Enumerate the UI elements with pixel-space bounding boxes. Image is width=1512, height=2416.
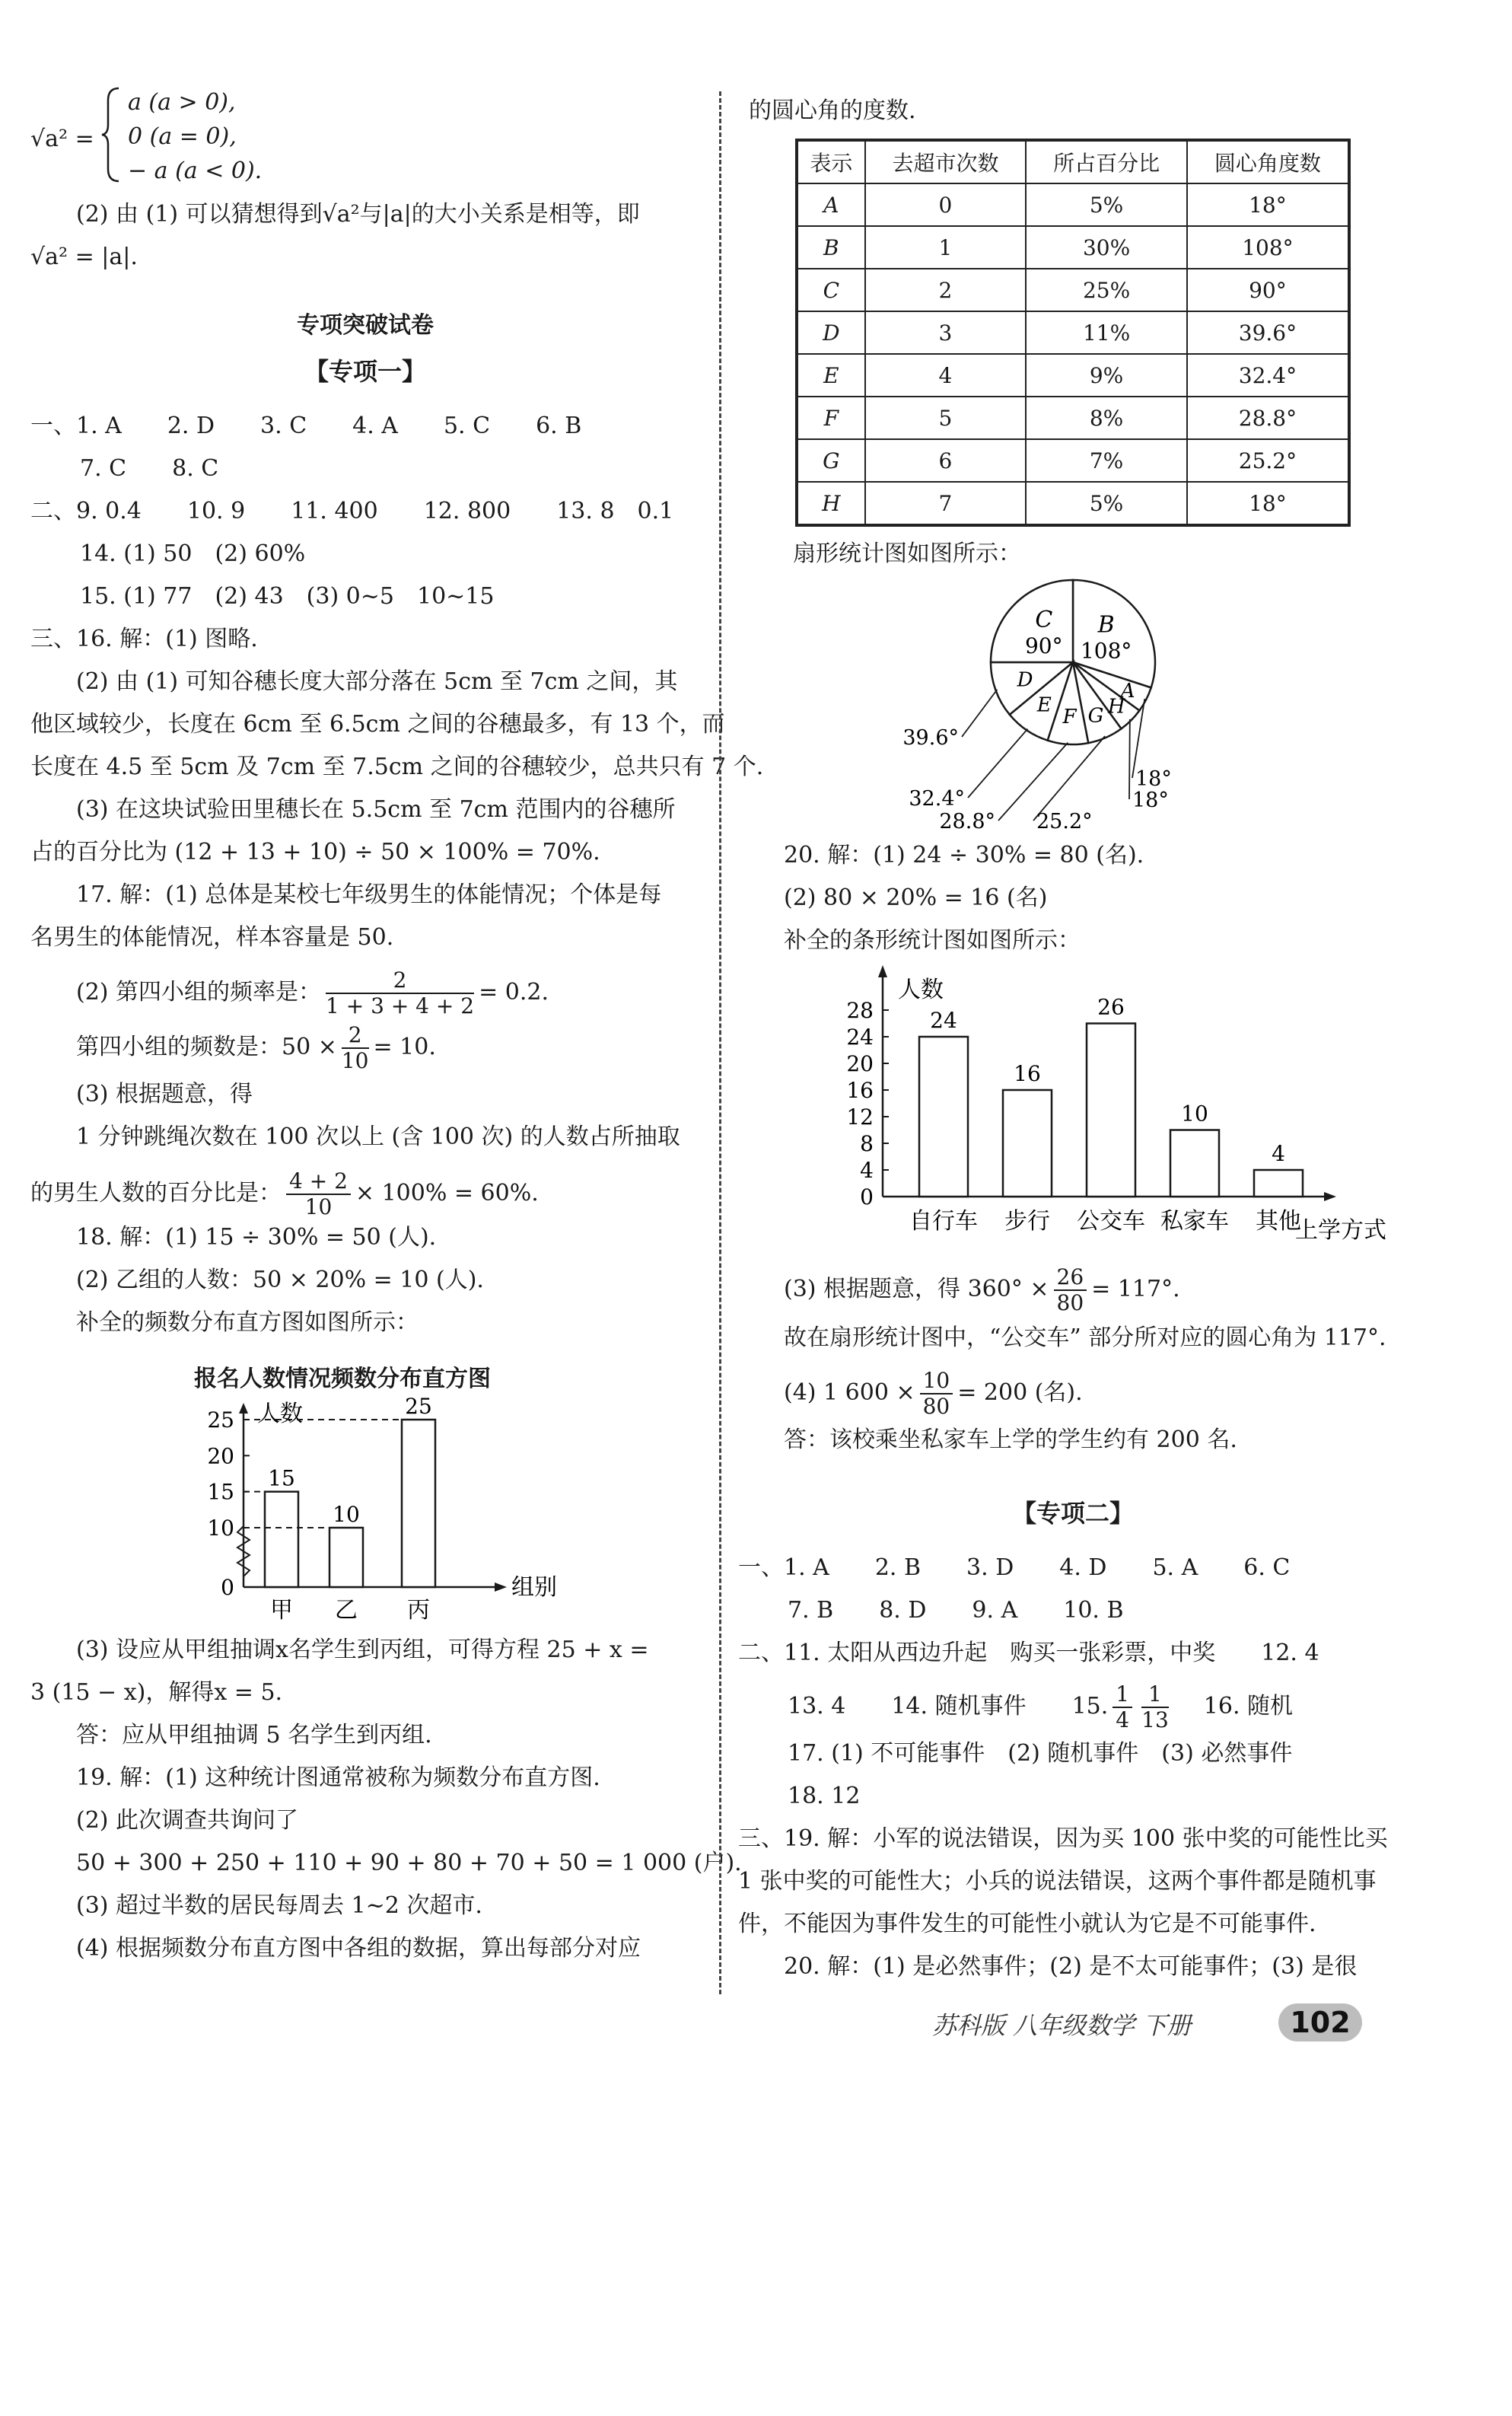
q17-7-post: × 100% = 60%. <box>355 1180 539 1206</box>
table-cell: 4 <box>865 354 1027 397</box>
q-part2-line2: 14. (1) 50 (2) 60% <box>80 540 306 567</box>
bar-value-label: 16 <box>1014 1061 1041 1086</box>
table-header: 表示 <box>797 140 865 183</box>
table-cell: 18° <box>1187 183 1349 226</box>
sqrt-case-3: − a (a < 0). <box>128 158 263 184</box>
bar-category-label: 自行车 <box>909 1208 978 1235</box>
q16-line3: 他区域较少，长度在 6cm 至 6.5cm 之间的谷穗最多，有 13 个，而 <box>30 711 725 738</box>
pie-slice-label: B <box>1097 611 1115 639</box>
bar <box>1087 1024 1135 1197</box>
fraction <box>326 968 474 1018</box>
bar-value-label: 10 <box>1181 1101 1208 1127</box>
q17-4-post: = 10. <box>373 1034 436 1060</box>
denominator: 80 <box>922 1394 950 1419</box>
table-cell: G <box>797 439 865 482</box>
hist-xlabel: 组别 <box>511 1574 557 1601</box>
table-cell: 5% <box>1026 482 1187 525</box>
t2-part1-line2: 7. B 8. D 9. A 10. B <box>788 1597 1124 1624</box>
table-row <box>797 183 1349 226</box>
q19-line2: (2) 此次调查共询问了 <box>76 1807 299 1834</box>
q16-line4: 长度在 4.5 至 5cm 及 7cm 至 7.5cm 之间的谷穗较少，总共只有 7 个. <box>30 754 764 780</box>
table-cell: 2 <box>865 269 1027 311</box>
y-tick-label: 25 <box>207 1407 234 1433</box>
numerator: 10 <box>920 1369 953 1394</box>
pie-chart <box>902 571 1210 833</box>
q-part1-line1: 一、1. A 2. D 3. C 4. A 5. C 6. B <box>30 413 582 439</box>
numerator: 2 <box>342 1023 369 1049</box>
y-tick-label: 12 <box>846 1104 874 1130</box>
y-tick-label: 15 <box>207 1479 234 1505</box>
table-cell: 39.6° <box>1187 311 1349 354</box>
bar-value-label: 24 <box>930 1008 957 1033</box>
pie-leader-line <box>968 729 1028 798</box>
q20-line3: 补全的条形统计图如图所示： <box>784 927 1081 954</box>
table-header: 圆心角度数 <box>1187 140 1349 183</box>
table-cell: 6 <box>865 439 1027 482</box>
y-tick-label: 16 <box>846 1078 874 1103</box>
table-row <box>797 226 1349 269</box>
y-tick-label: 4 <box>860 1158 874 1183</box>
table-cell: F <box>797 397 865 439</box>
pie-value-label: 32.4° <box>909 787 965 811</box>
table-row <box>797 439 1349 482</box>
q20-4-post: = 117°. <box>1091 1276 1180 1302</box>
t2-q19-line2: 1 张中奖的可能性大；小兵的说法错误，这两个事件都是随机事 <box>738 1868 1377 1895</box>
q20-line5: 故在扇形统计图中，“公交车” 部分所对应的圆心角为 117°. <box>784 1324 1386 1351</box>
table-cell: 0 <box>865 183 1027 226</box>
q17-line1: 17. 解：(1) 总体是某校七年级男生的体能情况；个体是每 <box>76 881 662 908</box>
bar <box>919 1037 968 1197</box>
q17-3-pre: (2) 第四小组的频率是： <box>76 979 322 1006</box>
t2-q17: 17. (1) 不可能事件 (2) 随机事件 (3) 必然事件 <box>788 1740 1293 1767</box>
pie-leader-line <box>1129 719 1130 799</box>
numerator: 1 <box>1141 1682 1169 1708</box>
bar-category-label: 公交车 <box>1077 1208 1145 1235</box>
column-divider <box>719 91 721 1994</box>
table-cell: B <box>797 226 865 269</box>
y-axis-arrow <box>878 965 887 977</box>
hist-bar <box>402 1420 435 1587</box>
q18-line3: 补全的频数分布直方图如图所示： <box>76 1309 419 1336</box>
sqrt-case-1: a (a > 0), <box>128 89 236 116</box>
pie-slice-label: E <box>1036 693 1052 717</box>
q20-line2: (2) 80 × 20% = 16 (名) <box>784 884 1048 911</box>
t2-part1-line1: 一、1. A 2. B 3. D 4. D 5. A 6. C <box>738 1554 1291 1581</box>
footer-text: 苏科版 八年级数学 下册 <box>932 2011 1192 2040</box>
table-cell: E <box>797 354 865 397</box>
pie-value-label: 90° <box>1024 633 1063 658</box>
y-tick-label: 20 <box>846 1051 874 1076</box>
pie-value-label: 18° <box>1132 789 1169 812</box>
pie-value-label: 28.8° <box>939 810 995 833</box>
q19-line4: (3) 超过半数的居民每周去 1~2 次超市. <box>76 1892 482 1919</box>
bar <box>1003 1090 1052 1197</box>
table-cell: 5% <box>1026 183 1187 226</box>
table-cell: 1 <box>865 226 1027 269</box>
table-cell: A <box>797 183 865 226</box>
hist-bar <box>329 1528 363 1587</box>
q18-line4: (3) 设应从甲组抽调x名学生到丙组，可得方程 25 + x = <box>76 1637 649 1663</box>
table-cell: 108° <box>1187 226 1349 269</box>
t2-q19-line3: 件，不能因为事件发生的可能性小就认为它是不可能事件. <box>738 1911 1316 1937</box>
numerator: 1 <box>1113 1682 1132 1708</box>
numerator: 26 <box>1054 1265 1087 1291</box>
numerator: 4 + 2 <box>286 1169 351 1195</box>
denominator: 1 + 3 + 4 + 2 <box>326 993 475 1018</box>
pie-value-label: 18° <box>1135 767 1172 791</box>
q16-line1: 三、16. 解：(1) 图略. <box>30 626 258 652</box>
table-cell: 7 <box>865 482 1027 525</box>
pie-value-label: 108° <box>1080 638 1132 664</box>
fraction <box>286 1169 351 1219</box>
y-tick-label: 8 <box>860 1131 874 1156</box>
q-part2-line1: 二、9. 0.4 10. 9 11. 400 12. 800 13. 8 0.1 <box>30 498 674 524</box>
y-axis-arrow <box>239 1403 248 1414</box>
bar-category-label: 步行 <box>1004 1208 1050 1235</box>
q18-line1: 18. 解：(1) 15 ÷ 30% = 50 (人). <box>76 1224 437 1251</box>
q17-line3 <box>76 968 549 1018</box>
q17-4-pre: 第四小组的频数是：50 × <box>76 1034 337 1060</box>
table-cell: 3 <box>865 311 1027 354</box>
q20-line1: 20. 解：(1) 24 ÷ 30% = 80 (名). <box>784 842 1144 869</box>
table-row <box>797 397 1349 439</box>
fraction <box>1113 1682 1132 1732</box>
q-part1-line2: 7. C 8. C <box>80 455 219 482</box>
p2-line2: √a² = |a|. <box>30 244 138 270</box>
table-cell: D <box>797 311 865 354</box>
q18-line6: 答：应从甲组抽调 5 名学生到丙组. <box>76 1722 432 1748</box>
t2-part2-line2 <box>788 1682 1293 1732</box>
table-header: 所占百分比 <box>1026 140 1187 183</box>
table-cell: 5 <box>865 397 1027 439</box>
denominator: 10 <box>341 1048 369 1073</box>
q18-line5: 3 (15 − x)，解得x = 5. <box>30 1679 283 1706</box>
table-cell: 25.2° <box>1187 439 1349 482</box>
hist-value-label: 15 <box>268 1465 295 1491</box>
y-tick-label: 0 <box>221 1575 234 1600</box>
table-cell: 25% <box>1026 269 1187 311</box>
histogram-chart <box>167 1394 594 1633</box>
hist-category-label: 丙 <box>407 1597 430 1624</box>
table-cell: C <box>797 269 865 311</box>
y-tick-label: 28 <box>846 998 874 1023</box>
q20-6-post: = 200 (名). <box>957 1379 1083 1406</box>
denominator: 10 <box>304 1194 333 1219</box>
table-cell: 8% <box>1026 397 1187 439</box>
table-cell: 30% <box>1026 226 1187 269</box>
q20-line6 <box>784 1369 1083 1419</box>
q19-line3: 50 + 300 + 250 + 110 + 90 + 80 + 70 + 50 = 1 000 (户). <box>76 1850 742 1876</box>
t2-q20-line1: 20. 解：(1) 是必然事件；(2) 是不太可能事件；(3) 是很 <box>784 1953 1358 1980</box>
table-cell: 11% <box>1026 311 1187 354</box>
fraction <box>920 1369 953 1419</box>
q16-line5: (3) 在这块试验田里穗长在 5.5cm 至 7cm 范围内的谷穗所 <box>76 796 676 823</box>
bar <box>1170 1130 1219 1197</box>
q17-line7 <box>30 1169 539 1219</box>
bar-ylabel: 人数 <box>898 977 944 1003</box>
table-cell: 18° <box>1187 482 1349 525</box>
table-row <box>797 482 1349 525</box>
q17-line2: 名男生的体能情况，样本容量是 50. <box>30 924 394 951</box>
right-top-line: 的圆心角的度数. <box>749 97 916 124</box>
x-axis-arrow <box>495 1583 507 1592</box>
y-tick-label: 0 <box>860 1184 874 1210</box>
hist-ylabel: 人数 <box>257 1401 303 1427</box>
sqrt-case-2: 0 (a = 0), <box>128 123 237 150</box>
fraction <box>342 1023 369 1073</box>
t2-q13-pre: 13. 4 14. 随机事件 15. <box>788 1693 1109 1720</box>
q20-line7: 答：该校乘坐私家车上学的学生约有 200 名. <box>784 1426 1237 1453</box>
q17-3-post: = 0.2. <box>479 979 549 1006</box>
pie-leader-line <box>1033 736 1105 821</box>
fraction <box>1054 1265 1087 1315</box>
denominator: 80 <box>1056 1290 1084 1315</box>
pie-leader-line <box>962 690 997 737</box>
hist-category-label: 甲 <box>270 1597 293 1624</box>
q17-line5: (3) 根据题意，得 <box>76 1081 253 1108</box>
pie-value-label: 39.6° <box>902 726 959 750</box>
table-row <box>797 269 1349 311</box>
x-axis-arrow <box>1324 1192 1336 1201</box>
pie-slice-label: C <box>1035 606 1053 633</box>
q16-line2: (2) 由 (1) 可知谷穗长度大部分落在 5cm 至 7cm 之间，其 <box>76 668 678 695</box>
pie-leader-line <box>998 743 1068 821</box>
q20-line4 <box>784 1265 1180 1315</box>
table-header-row <box>797 140 1349 183</box>
q-part2-line3: 15. (1) 77 (2) 43 (3) 0~5 10~15 <box>80 583 495 610</box>
bar-category-label: 其他 <box>1256 1208 1301 1235</box>
table-header: 去超市次数 <box>865 140 1027 183</box>
page-number: 102 <box>1278 2003 1362 2041</box>
bar-category-label: 私家车 <box>1160 1208 1229 1235</box>
t2-q18: 18. 12 <box>788 1783 861 1809</box>
t2-q16: 16. 随机 <box>1203 1693 1294 1720</box>
bar <box>1254 1170 1303 1197</box>
pie-slice-label: A <box>1120 679 1135 703</box>
y-tick-label: 20 <box>207 1443 234 1469</box>
numerator: 2 <box>326 968 474 994</box>
table-row <box>797 311 1349 354</box>
q17-line6: 1 分钟跳绳次数在 100 次以上 (含 100 次) 的人数占所抽取 <box>76 1124 680 1150</box>
bar-value-label: 4 <box>1272 1141 1285 1166</box>
table-cell: 32.4° <box>1187 354 1349 397</box>
pie-slice-label: D <box>1017 668 1033 692</box>
q17-7-pre: 的男生人数的百分比是： <box>30 1180 282 1206</box>
denominator: 13 <box>1141 1707 1169 1732</box>
t2-q19-line1: 三、19. 解：小军的说法错误，因为买 100 张中奖的可能性比买 <box>738 1825 1388 1852</box>
p2-line1: (2) 由 (1) 可以猜想得到√a²与|a|的大小关系是相等，即 <box>76 201 640 228</box>
table-row <box>797 354 1349 397</box>
sqrt-lhs: √a² = <box>30 126 94 152</box>
brace <box>100 85 123 184</box>
pie-slice-label: G <box>1087 704 1104 728</box>
y-tick-label: 24 <box>846 1025 874 1050</box>
y-tick-label: 10 <box>207 1516 234 1541</box>
bar-value-label: 26 <box>1097 994 1125 1020</box>
table-cell: 9% <box>1026 354 1187 397</box>
pie-slice-label: H <box>1107 695 1125 719</box>
pie-value-label: 25.2° <box>1036 810 1093 833</box>
bar-chart <box>799 961 1423 1250</box>
pie-caption: 扇形统计图如图所示： <box>793 540 1021 567</box>
bar-xlabel: 上学方式 <box>1295 1217 1386 1244</box>
pie-slice-label: F <box>1062 706 1077 729</box>
q18-line2: (2) 乙组的人数：50 × 20% = 10 (人). <box>76 1267 484 1293</box>
frequency-table <box>795 139 1351 527</box>
q17-line4 <box>76 1023 436 1073</box>
histogram-title: 报名人数情况频数分布直方图 <box>194 1366 491 1392</box>
table-cell: 90° <box>1187 269 1349 311</box>
fraction <box>1141 1682 1169 1732</box>
q19-line1: 19. 解：(1) 这种统计图通常被称为频数分布直方图. <box>76 1764 600 1791</box>
hist-category-label: 乙 <box>335 1597 358 1624</box>
table-cell: 28.8° <box>1187 397 1349 439</box>
denominator: 4 <box>1116 1707 1130 1732</box>
topic1-heading: 【专项一】 <box>304 357 426 386</box>
table-cell: H <box>797 482 865 525</box>
hist-value-label: 10 <box>333 1502 360 1527</box>
q20-4-pre: (3) 根据题意，得 360° × <box>784 1276 1049 1302</box>
hist-bar <box>265 1492 298 1587</box>
q16-line6: 占的百分比为 (12 + 13 + 10) ÷ 50 × 100% = 70%. <box>30 839 600 865</box>
q19-line5: (4) 根据频数分布直方图中各组的数据，算出每部分对应 <box>76 1935 641 1962</box>
section-title: 专项突破试卷 <box>297 312 434 339</box>
table-cell: 7% <box>1026 439 1187 482</box>
hist-value-label: 25 <box>405 1394 432 1419</box>
topic2-heading: 【专项二】 <box>1011 1499 1134 1528</box>
t2-part2-line1: 二、11. 太阳从西边升起 购买一张彩票，中奖 12. 4 <box>738 1640 1319 1666</box>
q20-6-pre: (4) 1 600 × <box>784 1379 915 1406</box>
